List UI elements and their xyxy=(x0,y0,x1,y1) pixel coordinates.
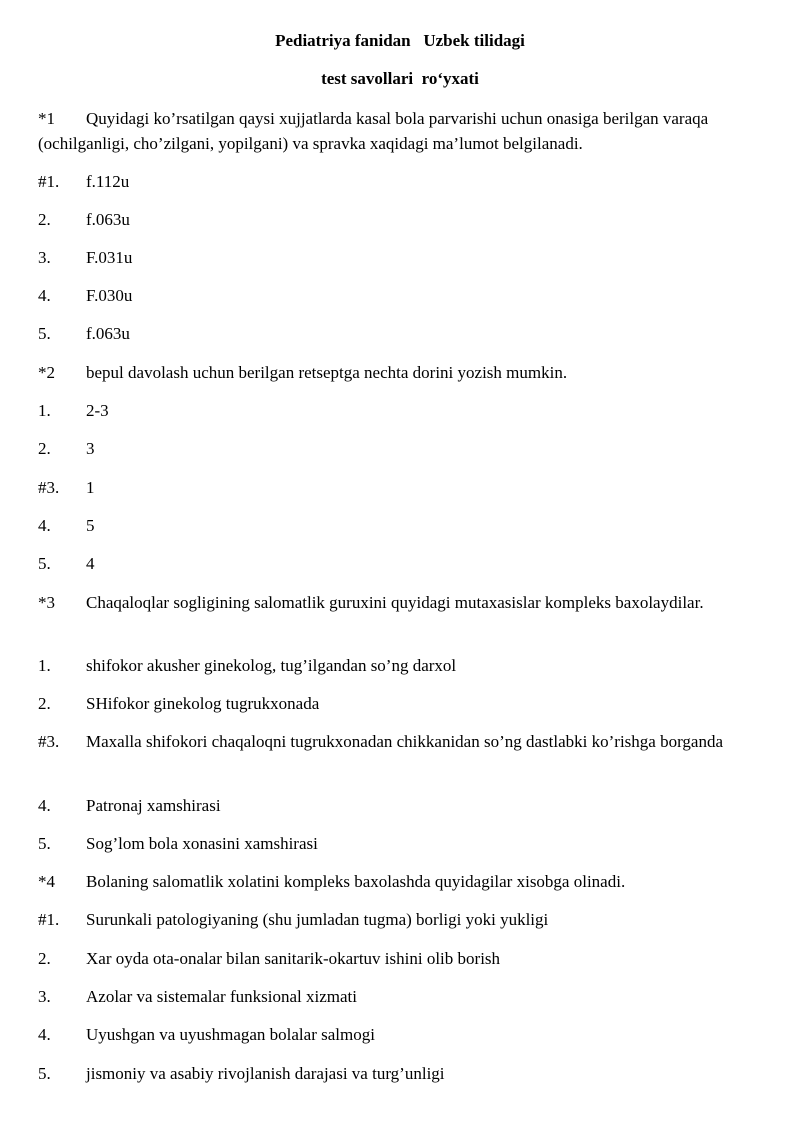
question-text: Quyidagi ko’rsatilgan qaysi xujjatlarda kasal bola parvarishi uchun onasiga berilgan varaqa (ochilganligi, cho’zilgani, yopilgani) va spravka xaqidagi ma’lumot belgilanadi. xyxy=(38,109,709,153)
option-text: Uyushgan va uyushmagan bolalar salmogi xyxy=(86,1025,375,1044)
answer-option xyxy=(38,398,738,423)
option-marker: 1. xyxy=(38,656,51,675)
option-text: jismoniy va asabiy rivojlanish darajasi va turg’unligi xyxy=(86,1064,445,1083)
answer-option xyxy=(38,729,738,754)
option-text: 3 xyxy=(86,439,95,458)
answer-option xyxy=(38,691,738,716)
answer-option xyxy=(38,321,738,346)
option-text: 5 xyxy=(86,516,95,535)
document-subtitle: test savollari ro‘yxati xyxy=(321,69,479,88)
answer-option xyxy=(38,207,738,232)
answer-option xyxy=(38,793,738,818)
option-marker: 1. xyxy=(38,401,51,420)
option-marker: 2. xyxy=(38,210,51,229)
option-marker: 5. xyxy=(38,324,51,343)
option-marker: 2. xyxy=(38,439,51,458)
option-text: Sog’lom bola xonasini xamshirasi xyxy=(86,834,318,853)
question-marker: *4 xyxy=(38,872,55,891)
option-text: F.030u xyxy=(86,286,133,305)
answer-option xyxy=(38,653,738,678)
answer-option xyxy=(38,1061,738,1086)
option-marker: 2. xyxy=(38,694,51,713)
option-marker: #1. xyxy=(38,172,60,191)
option-marker: 3. xyxy=(38,248,51,267)
option-text: f.063u xyxy=(86,210,130,229)
option-marker: 5. xyxy=(38,554,51,573)
answer-option xyxy=(38,475,738,500)
option-marker: 4. xyxy=(38,796,51,815)
question-marker: *1 xyxy=(38,109,55,128)
option-marker: 5. xyxy=(38,1064,51,1083)
option-text: Azolar va sistemalar funksional xizmati xyxy=(86,987,357,1006)
answer-option xyxy=(38,1022,738,1047)
option-text: 4 xyxy=(86,554,95,573)
answer-option xyxy=(38,436,738,461)
answer-option xyxy=(38,984,738,1009)
option-marker: 4. xyxy=(38,286,51,305)
option-marker: 4. xyxy=(38,516,51,535)
question-text: Chaqaloqlar sogligining salomatlik guruxini quyidagi mutaxasislar kompleks baxolaydilar. xyxy=(86,593,704,612)
answer-option xyxy=(38,513,738,538)
option-marker: 5. xyxy=(38,834,51,853)
option-marker: 3. xyxy=(38,987,51,1006)
option-text: SHifokor ginekolog tugrukxonada xyxy=(86,694,320,713)
answer-option xyxy=(38,907,738,932)
option-text: Surunkali patologiyaning (shu jumladan tugma) borligi yoki yukligi xyxy=(86,910,549,929)
question-3 xyxy=(38,590,738,615)
question-4 xyxy=(38,869,738,894)
question-text: bepul davolash uchun berilgan retseptga nechta dorini yozish mumkin. xyxy=(86,363,568,382)
question-marker: *3 xyxy=(38,593,55,612)
option-text: 1 xyxy=(86,478,95,497)
answer-option xyxy=(38,831,738,856)
question-1 xyxy=(38,106,738,156)
option-text: Patronaj xamshirasi xyxy=(86,796,221,815)
answer-option xyxy=(38,283,738,308)
option-marker: 4. xyxy=(38,1025,51,1044)
option-text: 2-3 xyxy=(86,401,109,420)
option-text: shifokor akusher ginekolog, tug’ilgandan so’ng darxol xyxy=(86,656,457,675)
option-text: Xar oyda ota-onalar bilan sanitarik-okartuv ishini olib borish xyxy=(86,949,501,968)
answer-option xyxy=(38,551,738,576)
answer-option xyxy=(38,946,738,971)
option-text: f.112u xyxy=(86,172,130,191)
option-text: F.031u xyxy=(86,248,133,267)
option-marker: #3. xyxy=(38,478,60,497)
option-marker: #3. xyxy=(38,732,60,751)
option-text: f.063u xyxy=(86,324,130,343)
option-marker: #1. xyxy=(38,910,60,929)
question-marker: *2 xyxy=(38,363,55,382)
option-marker: 2. xyxy=(38,949,51,968)
question-2 xyxy=(38,360,738,385)
option-text: Maxalla shifokori chaqaloqni tugrukxonadan chikkanidan so’ng dastlabki ko’rishga borganda xyxy=(86,732,724,751)
document-title: Pediatriya fanidan Uzbek tilidagi xyxy=(275,31,525,50)
answer-option xyxy=(38,245,738,270)
answer-option xyxy=(38,169,738,194)
question-text: Bolaning salomatlik xolatini kompleks baxolashda quyidagilar xisobga olinadi. xyxy=(86,872,626,891)
